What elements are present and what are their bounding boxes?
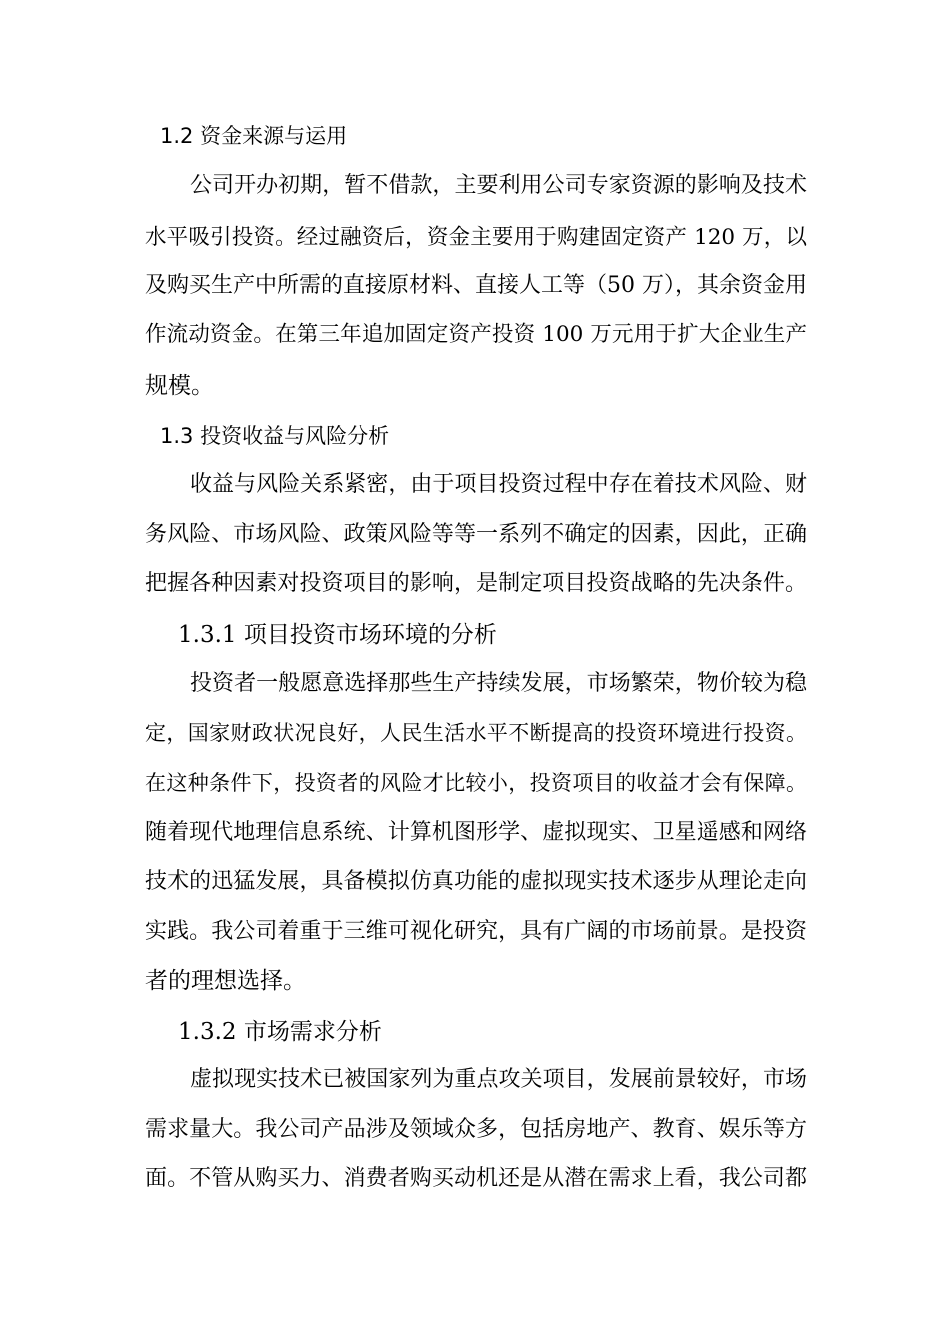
paragraph-line: 在这种条件下，投资者的风险才比较小，投资项目的收益才会有保障。 [145,771,807,795]
paragraph-line: 需求量大。我公司产品涉及领域众多，包括房地产、教育、娱乐等方 [145,1117,807,1142]
paragraph-line: 虚拟现实技术已被国家列为重点攻关项目，发展前景较好，市场 [190,1067,807,1092]
paragraph-line: 规模。 [145,373,214,399]
paragraph-line: 水平吸引投资。经过融资后，资金主要用于购建固定资产 120 万，以 [145,225,807,250]
paragraph-line: 收益与风险关系紧密，由于项目投资过程中存在着技术风险、财 [190,472,807,497]
paragraph-line: 务风险、市场风险、政策风险等等一系列不确定的因素，因此，正确 [145,522,807,547]
paragraph-line: 者的理想选择。 [145,968,306,994]
section-heading-1-3-2: 1.3.2 市场需求分析 [178,1019,382,1045]
paragraph-line: 把握各种因素对投资项目的影响，是制定项目投资战略的先决条件。 [145,571,807,596]
section-heading-1-2: 1.2 资金来源与运用 [160,124,348,148]
section-heading-1-3: 1.3 投资收益与风险分析 [160,424,390,448]
paragraph-line: 及购买生产中所需的直接原材料、直接人工等（50 万），其余资金用 [145,273,807,298]
paragraph-line: 投资者一般愿意选择那些生产持续发展，市场繁荣，物价较为稳 [190,671,807,696]
paragraph-line: 实践。我公司着重于三维可视化研究，具有广阔的市场前景。是投资 [145,919,807,944]
paragraph-line: 面。不管从购买力、消费者购买动机还是从潜在需求上看，我公司都 [145,1166,807,1191]
paragraph-line: 作流动资金。在第三年追加固定资产投资 100 万元用于扩大企业生产 [145,322,807,347]
paragraph-line: 技术的迅猛发展，具备模拟仿真功能的虚拟现实技术逐步从理论走向 [145,869,807,894]
paragraph-line: 随着现代地理信息系统、计算机图形学、虚拟现实、卫星遥感和网络 [145,820,807,845]
paragraph-line: 定，国家财政状况良好，人民生活水平不断提高的投资环境进行投资。 [145,721,807,745]
section-heading-1-3-1: 1.3.1 项目投资市场环境的分析 [178,622,497,648]
paragraph-line: 公司开办初期，暂不借款，主要利用公司专家资源的影响及技术 [190,173,807,198]
